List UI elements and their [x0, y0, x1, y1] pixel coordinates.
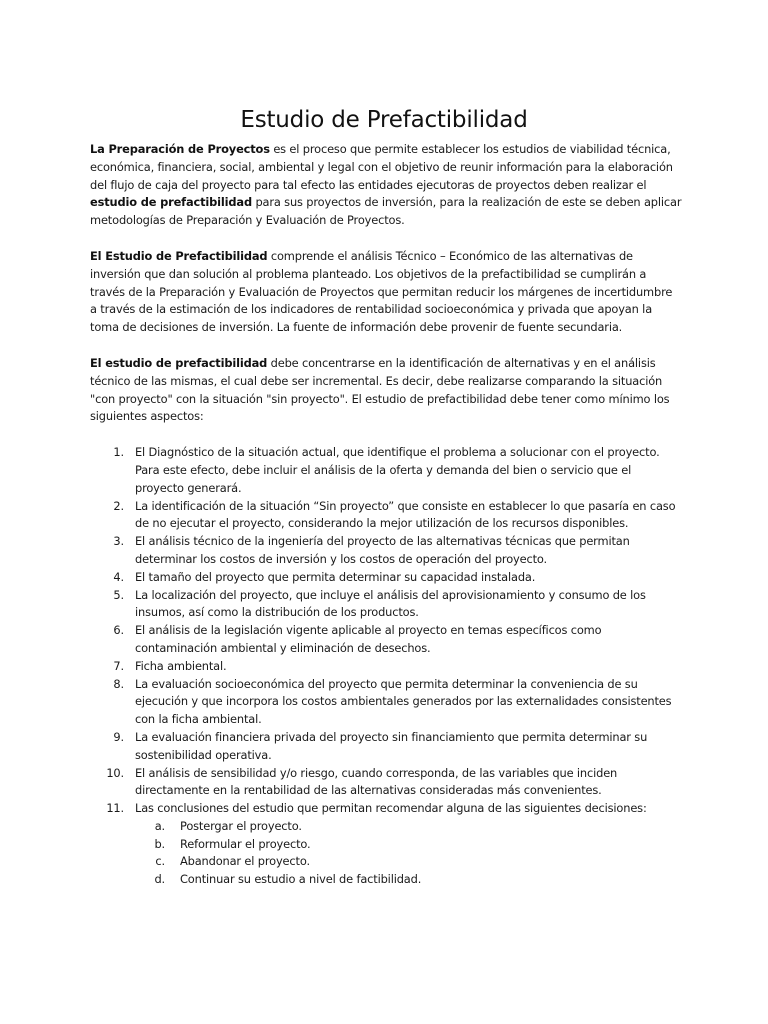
list-item — [90, 622, 682, 658]
list-number: 5. — [113, 587, 124, 602]
sublist-item-text: Continuar su estudio a nivel de factibilidad. — [180, 872, 422, 887]
list-item-text: El análisis de la legislación vigente aplicable al proyecto en temas específicos como contaminación ambiental y eliminación de desechos. — [135, 623, 602, 655]
list-item-text: Las conclusiones del estudio que permitan recomendar alguna de las siguientes decisiones: — [135, 801, 647, 816]
decisions-sublist — [135, 818, 682, 889]
paragraph-bold-term: estudio de prefactibilidad — [90, 195, 252, 210]
list-number: 6. — [113, 623, 124, 638]
sublist-item — [135, 871, 682, 889]
list-item-text: La localización del proyecto, que incluye el análisis del aprovisionamiento y consumo de los insumos, así como la distribución de los productos. — [135, 587, 646, 620]
list-number: 8. — [113, 676, 124, 691]
sublist-letter: a. — [154, 818, 165, 833]
paragraph-concentrarse — [90, 355, 682, 426]
paragraph-text: para sus proyectos de inversión, para la realización de este se deben aplicar metodologías de Preparación y Evaluación de Proyectos. — [90, 195, 682, 228]
sublist-letter: b. — [154, 836, 165, 851]
sublist-item-text: Postergar el proyecto. — [180, 818, 302, 833]
list-item — [90, 498, 682, 534]
sublist-item — [135, 853, 682, 871]
list-item — [90, 444, 682, 497]
paragraph-text: es el proceso que permite establecer los estudios de viabilidad técnica, económica, financiera, social, ambiental y legal con el objetivo de reunir información para la elaboración del flujo de caja del proyecto para tal efecto las entidades ejecutoras de proyectos deben realizar el — [90, 142, 673, 192]
sublist-item — [135, 818, 682, 836]
list-item — [90, 765, 682, 801]
sublist-item-text: Abandonar el proyecto. — [180, 854, 310, 869]
list-number: 7. — [113, 658, 124, 673]
list-item — [90, 533, 682, 569]
paragraph-estudio — [90, 248, 682, 337]
sublist-letter: d. — [154, 872, 165, 887]
list-item — [90, 587, 682, 623]
sublist-item-text: Reformular el proyecto. — [180, 836, 311, 851]
list-item-text: La evaluación socioeconómica del proyecto que permita determinar la conveniencia de su ejecución y que incorpora los costos ambientales generados por las externalidades consistentes con la ficha ambiental. — [135, 676, 672, 727]
list-item-text: El análisis técnico de la ingeniería del proyecto de las alternativas técnicas que permitan determinar los costos de inversión y los costos de operación del proyecto. — [135, 534, 630, 566]
paragraph-text: debe concentrarse en la identificación de alternativas y en el análisis técnico de las mismas, el cual debe ser incremental. Es decir, debe realizarse comparando la situación "con proyecto" con la situación "sin proyecto". El estudio de prefactibilidad debe tener como mínimo los siguientes aspectos: — [90, 355, 670, 424]
aspects-list — [90, 444, 682, 889]
document-title: Estudio de Prefactibilidad — [240, 107, 528, 134]
list-item — [90, 658, 682, 676]
list-number: 11. — [106, 801, 124, 816]
document-body — [90, 141, 682, 889]
list-number: 9. — [113, 729, 124, 744]
list-item — [90, 569, 682, 587]
list-number: 4. — [113, 569, 124, 584]
list-number: 3. — [113, 534, 124, 549]
list-number: 2. — [113, 498, 124, 513]
paragraph-bold-term: La Preparación de Proyectos — [90, 142, 270, 156]
paragraph-text: comprende el análisis Técnico – Económico de las alternativas de inversión que dan solución al problema planteado. Los objetivos de la prefactibilidad se cumplirán a través de la Preparación y Evaluación de Proyectos que permitan reducir los márgenes de incertidumbre a través de la estimación de los indicadores de rentabilidad socioeconómica y privada que apoyan la toma de decisiones de inversión. La fuente de información debe provenir de fuente secundaria. — [90, 248, 673, 335]
paragraph-bold-term: El Estudio de Prefactibilidad — [90, 248, 268, 263]
list-item-text: Ficha ambiental. — [135, 658, 227, 673]
list-item — [90, 729, 682, 765]
list-item — [90, 800, 682, 889]
sublist-item — [135, 836, 682, 854]
list-number: 1. — [113, 445, 124, 460]
list-item-text: El tamaño del proyecto que permita determinar su capacidad instalada. — [135, 569, 536, 584]
list-item — [90, 676, 682, 729]
list-item-text: La identificación de la situación “Sin proyecto” que consiste en establecer lo que pasaría en caso de no ejecutar el proyecto, considerando la mejor utilización de los recursos disponibles. — [135, 498, 676, 531]
paragraph-bold-term: El estudio de prefactibilidad — [90, 355, 268, 370]
sublist-letter: c. — [155, 854, 165, 869]
list-number: 10. — [106, 765, 124, 780]
paragraph-preparacion — [90, 141, 682, 230]
list-item-text: La evaluación financiera privada del proyecto sin financiamiento que permita determinar su sostenibilidad operativa. — [135, 729, 648, 762]
list-item-text: El análisis de sensibilidad y/o riesgo, cuando corresponda, de las variables que inciden directamente en la rentabilidad de las alternativas consideradas más convenientes. — [135, 765, 618, 798]
list-item-text: El Diagnóstico de la situación actual, que identifique el problema a solucionar con el proyecto. Para este efecto, debe incluir el análisis de la oferta y demanda del bien o servicio que el proyecto generará. — [135, 445, 660, 495]
